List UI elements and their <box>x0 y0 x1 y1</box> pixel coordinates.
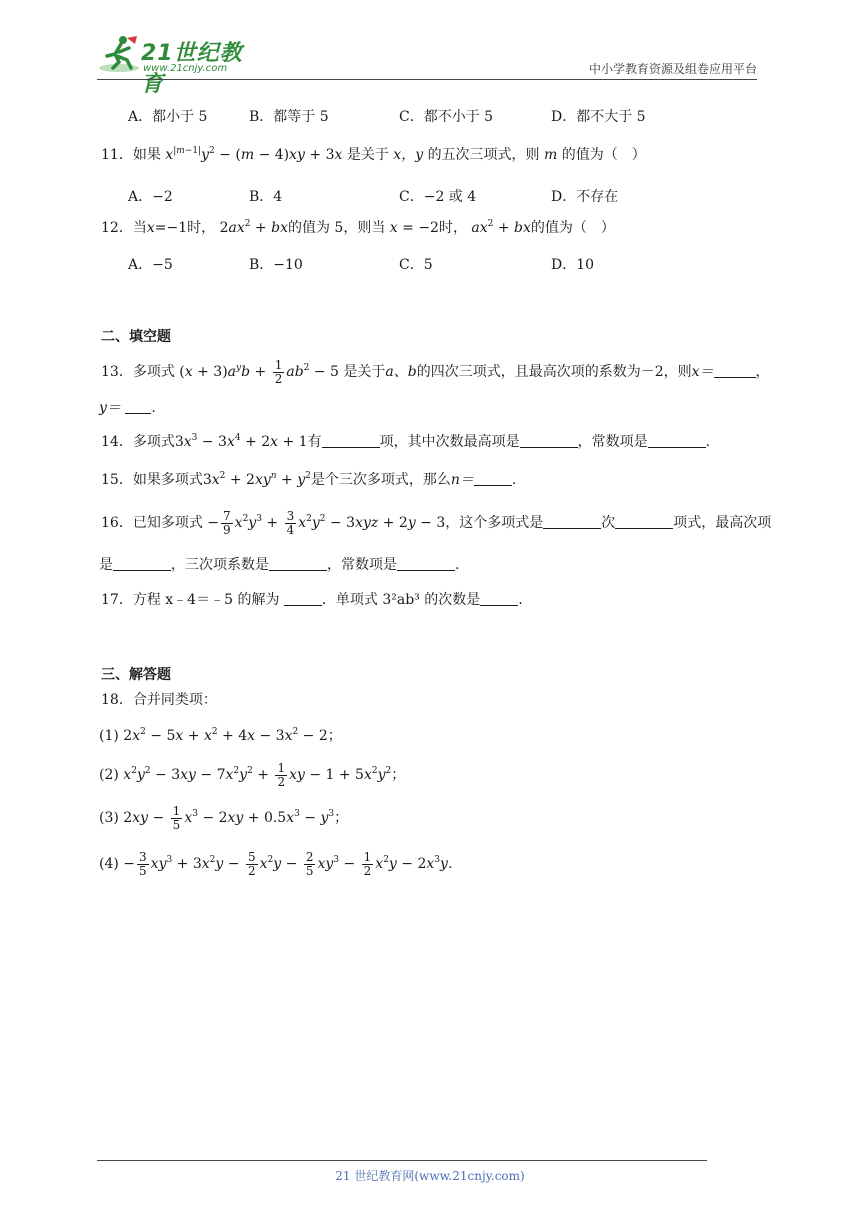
header-platform-text: 中小学教育资源及组卷应用平台 <box>588 62 757 76</box>
q16-text-f: ，三次项系数是 <box>171 557 269 573</box>
q12-text-b: 时， <box>187 220 216 236</box>
q12-text-e: 的值为（ ） <box>530 220 615 236</box>
q11-option-d: D．不存在 <box>551 189 619 205</box>
q15-number: 15． <box>101 472 133 488</box>
logo-brand: 21世纪教育 <box>141 41 243 97</box>
q15-period: . <box>511 472 517 488</box>
q11-vars: x，y <box>393 147 424 163</box>
q18-part-4-expr: − $\frac{3}{5}$ $xy^3 + 3x^2y$ − $\frac{5}{2}$ $x^2y$ − $\frac{2}{5}$ $xy^3$ − $\frac{1}{2}$ $x^2y - 2x^3y$. <box>123 849 453 878</box>
q14-blank-highest[interactable] <box>520 433 578 448</box>
q17-text-b: ．单项式 3²ab³ 的次数是 <box>321 592 481 608</box>
header-divider <box>97 79 757 80</box>
q11-tail: 的五次三项式，则 <box>427 147 540 163</box>
question-16 <box>101 506 771 540</box>
q11-formula: $x^{|m-1|}y^2 - (m - 4)xy + 3x$ <box>165 146 343 163</box>
q11-m: m <box>544 147 558 163</box>
q11-number: 11． <box>101 147 133 163</box>
q18-number: 18． <box>101 692 133 708</box>
q13-text-d: 的四次三项式，且最高次项的系数为－2，则 <box>416 364 692 380</box>
question-16-cont <box>99 555 459 575</box>
q13-text-a: 多项式 <box>132 364 175 380</box>
q18-part-2-expr: $x^2y^2 - 3xy - 7x^2y^2$ + $\frac{1}{2}$ xy − $1 + 5x^2y^2$； <box>123 760 406 789</box>
q14-number: 14． <box>101 434 133 450</box>
q12-number: 12． <box>101 220 133 236</box>
q17-period: . <box>518 592 523 608</box>
q16-number: 16． <box>101 515 133 531</box>
q18-part-3-expr: 2xy − $\frac{1}{5}$ $x^3 - 2xy + 0.5x^3 - y^3$； <box>123 803 349 832</box>
q14-period: . <box>705 434 711 450</box>
q16-text-d: 项式，最高次项 <box>673 515 772 531</box>
question-12: 12．当x=−1时， $2ax^2$ + bx的值为 5，则当 x = −2时， $ax^2$ + bx的值为（ ） <box>101 219 615 236</box>
q16-blank-terms[interactable] <box>615 514 673 529</box>
q13-formula: $(x + 3)a^yb$ + $\frac{1}{2}$ $ab^2 - 5$ <box>179 357 339 386</box>
q12-text-a: 当 <box>132 220 147 236</box>
q12-option-a: A．−5 <box>128 257 173 273</box>
section-fill-in: 二、填空题 <box>101 329 171 345</box>
q18-part-4-label: (4) <box>99 856 119 872</box>
q14-text-c: 项，其中次数最高项是 <box>379 434 520 450</box>
q14-text-a: 多项式 <box>132 434 175 450</box>
q16-blank-degree[interactable] <box>543 514 601 529</box>
question-11 <box>101 145 646 165</box>
q16-blank-cubic-coef[interactable] <box>269 556 327 571</box>
q12-option-d: D．10 <box>551 257 595 273</box>
question-15 <box>101 470 516 490</box>
q17-text-a: 方程 x﹣4＝﹣5 的解为 <box>132 592 280 608</box>
q12-expr-1: $2ax^2$ + bx <box>219 219 288 236</box>
q16-text-c: 次 <box>601 515 616 531</box>
page-header <box>97 30 757 97</box>
q18-title: 合并同类项： <box>132 692 217 708</box>
question-13 <box>101 358 770 386</box>
q13-comma: ， <box>755 364 770 380</box>
q16-text-g: ，常数项是 <box>327 557 397 573</box>
q12-option-c: C．5 <box>399 257 433 273</box>
q10-option-d: D．都不大于 5 <box>551 109 646 125</box>
question-14 <box>101 432 710 452</box>
q11-prefix: 如果 <box>132 147 161 163</box>
runner-logo-icon <box>97 34 141 74</box>
q18-part-3-label: (3) <box>99 810 119 826</box>
question-13-cont <box>99 398 156 418</box>
q18-part-1-label: (1) <box>99 728 119 744</box>
q14-blank-constant[interactable] <box>648 433 706 448</box>
q13-x-label: x＝ <box>691 364 714 380</box>
q18-part-1 <box>99 726 342 746</box>
q10-option-b: B．都等于 5 <box>249 109 329 125</box>
q12-expr-2: $ax^2$ + bx <box>471 219 531 236</box>
q13-text-b: 是关于 <box>343 364 386 380</box>
q14-text-b: 有 <box>307 434 322 450</box>
q16-text-a: 已知多项式 <box>132 515 203 531</box>
q15-blank-n[interactable] <box>474 471 512 486</box>
q10-option-c: C．都不小于 5 <box>399 109 494 125</box>
q16-period: . <box>455 557 460 573</box>
q16-text-e: 是 <box>99 557 113 573</box>
q13-period: . <box>151 400 156 416</box>
q18-part-1-expr: $2x^2 - 5x + x^2 + 4x - 3x^2 - 2$； <box>123 727 342 744</box>
q11-option-b: B．4 <box>249 189 283 205</box>
logo-url: www.21cnjy.com <box>143 63 228 74</box>
q13-blank-y[interactable] <box>125 399 151 414</box>
q18-part-2 <box>99 760 405 790</box>
q11-option-c: C．−2 或 4 <box>399 189 477 205</box>
q13-blank-x[interactable] <box>714 363 756 378</box>
q13-y-label: y＝ <box>99 400 121 416</box>
section-answer: 三、解答题 <box>101 667 171 683</box>
q16-blank-constant[interactable] <box>397 556 455 571</box>
q12-text-d: 时， <box>438 220 467 236</box>
q18-part-4 <box>99 849 452 879</box>
q13-number: 13． <box>101 364 133 380</box>
q15-text-a: 如果多项式 <box>132 472 203 488</box>
q10-option-a: A．都小于 5 <box>128 109 208 125</box>
q12-option-b: B．−10 <box>249 257 303 273</box>
q16-blank-highest[interactable] <box>113 556 171 571</box>
q11-suffix: 是关于 <box>346 147 389 163</box>
q14-blank-count[interactable] <box>322 433 380 448</box>
q12-text-c: 的值为 5，则当 <box>287 220 386 236</box>
footer-link[interactable]: 21 世纪教育网(www.21cnjy.com) <box>335 1169 525 1183</box>
q16-text-b: ，这个多项式是 <box>445 515 544 531</box>
q17-number: 17． <box>101 592 133 608</box>
q14-formula: $3x^3 - 3x^4 + 2x + 1$ <box>174 433 308 450</box>
q11-end: 的值为（ ） <box>561 147 646 163</box>
q18-part-3 <box>99 803 348 833</box>
q14-text-d: ，常数项是 <box>577 434 648 450</box>
q17-blank-degree[interactable] <box>480 591 518 606</box>
logo <box>97 30 257 97</box>
q15-formula: $3x^2 + 2xy^n + y^2$ <box>202 471 311 488</box>
question-17 <box>101 590 523 610</box>
question-18 <box>101 690 217 710</box>
q13-vars: a、b <box>385 364 417 380</box>
q16-formula: − $\frac{7}{9}$ $x^2y^3$ + $\frac{3}{4}$ $x^2y^2 - 3xyz + 2y - 3$ <box>207 508 446 537</box>
q18-part-2-label: (2) <box>99 767 119 783</box>
q17-blank-solution[interactable] <box>284 591 322 606</box>
q15-n-label: n＝ <box>450 472 474 488</box>
q11-option-a: A．−2 <box>128 189 173 205</box>
q15-text-b: 是个三次多项式，那么 <box>310 472 451 488</box>
footer-divider <box>97 1160 707 1161</box>
